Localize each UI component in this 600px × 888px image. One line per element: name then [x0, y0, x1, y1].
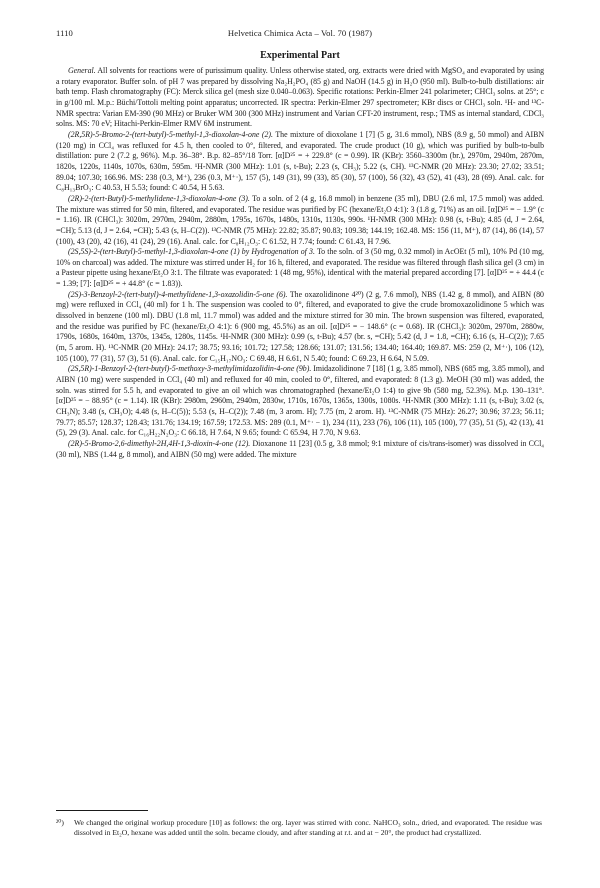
journal-title: Helvetica Chimica Acta – Vol. 70 (1987) — [227, 28, 373, 38]
paragraph-lead: (2S,5S)-2-(tert-Butyl)-5-methyl-1,3-dioxolan-4-one (1) by Hydrogenation of 3. — [68, 247, 315, 257]
paragraph-text: Imidazolidinone 7 [18] (1 g, 3.85 mmol), NBS (685 mg, 3.85 mmol), and AIBN (10 mg) were suspended in CCl₄ (40 ml) and refluxed for 40 min, cooled to 0°, filtered, and evaporated: 8 (1.3 g). MeOH (30 ml) was added, the soln. was stirred for 5.5 h, and evaporated to give an oil which was chromatographed (hexane/Et₂O 1:4) to give 9b (580 mg, 52.3%). M.p. 130–131°. [α]D²⁵ = − 88.95° (c = 1.14). IR (KBr): 2980m, 2960m, 2940m, 2830w, 1710s, 1670s, 1365s, 1300s, 1080s. ¹H-NMR (300 MHz): 1.11 (s, t-Bu); 3.02 (s, CH₃N); 3.48 (s, CH₃O); 4.48 (s, H–C(5)); 5.53 (s, H–C(2)); 7.48 (m, 3 arom. H); 7.75 (m, 2 arom. H). ¹³C-NMR (75 MHz): 26.27; 30.96; 37.23; 56.11; 79.77; 85.57; 128.37; 128.43; 131.76; 134.19; 167.59; 172.53. MS: 289 (0.1, M⁺· − 1), 234 (11), 233 (76), 106 (11), 105 (100), 77 (35), 51 (5), 42 (13), 41 (5), 29 (3). Anal. calc. for C₁₆H₂₂N₂O₃: C 66.18, H 7.64, N 9.65; found: C 65.94, H 7.70, N 9.63. — [56, 364, 544, 438]
section-title: Experimental Part — [260, 50, 340, 61]
paragraph-general — [56, 66, 544, 130]
paragraph-text: All solvents for reactions were of puriss​imum quality. Unless otherwise stated, org. extracts were dried with MgSO₄ and evaporated by using a rotary evaporator. Buffer soln. of pH 7 was prepared by dissolving Na₂H₂PO₄ (85 g) and NaOH (14.5 g) in H₂O (950 ml). Bulb-to-bulb distillations: air bath temp. Flash chromatography (FC): Merck silica gel (mesh size 0.040–0.063). Specific rotations: Perkin-Elmer 241 polarimeter; CHCl₃ solns. at 25°; c in g/100 ml. M.p.: Büchi/Tottoli melting point apparatus; uncorrected. IR spectra: Perkin-Elmer 297 spectrometer; KBr discs or CHCl₃ soln. ¹H- and ¹³C-NMR spectra: Varian EM-390 (90 MHz) or Bruker WM 300 (300 MHz) instrument and Varian CFT-20 instrument, resp.; TMS as internal standard, CDCl₃ solns. MS: 70 eV; Hitachi-Perkin-Elmer RMV 6M instrument. — [56, 66, 544, 129]
footnote-text: We changed the original workup procedure [10] as follows: the org. layer was stirred with conc. NaHCO₃ soln., dried, and evaporated. The residue was dissolved in Et₂O, hexane was added until the soln. became cloudy, and after standing at r.t. and at − 20°, the product had crystallized. — [74, 818, 542, 838]
paragraph-compound-3 — [56, 194, 544, 247]
paragraph-text: To the soln. of 3 (50 mg, 0.32 mmol) in AcOEt (5 ml), 10% Pd (10 mg, 10% on charcoal) was added. The mixture was stirred under H₂ for 16 h, filtered, and evaporated. The residue was filtered through flash silica gel (3 cm) in a Pasteur pipette using hexane/Et₂O 3:1. The filtrate was evaporated: 1 (48 mg, 95%), identical with the material prepared according [7]. [α]D²⁵ = + 44.4 (c = 1.39; [7]: [α]D²⁵ = + 44.8° (c = 1.83)). — [56, 247, 544, 289]
footnote-number: ²⁰) — [56, 818, 64, 827]
paragraph-compound-1 — [56, 247, 544, 290]
page-number: 1110 — [56, 28, 73, 38]
paragraph-text: Dioxanone 11 [23] (0.5 g, 3.8 mmol; 9:1 mixture of cis/trans-isomer) was dissolved in CCl₄ (30 ml), NBS (1.44 g, 8 mmol), and AIBN (50 mg) were added. The mixture — [56, 438, 544, 459]
footnote — [56, 818, 544, 839]
paragraph-text: The mixture of dioxolane 1 [7] (5 g, 31.6 mmol), NBS (8.9 g, 50 mmol) and AIBN (120 mg) in CCl₄ was refluxed for 4.5 h, then cooled to 0°, filtered, and evaporated. The crude product (10 g), which was purified by bulb-to-bulb distillation: pure 2 (7.2 g, 96%). M.p. 36–38°. B.p. 82–85°/18 Torr. [α]D²⁵ = + 229.8° (c = 0.99). IR (KBr): 3560–3300m (br.), 2970m, 2940m, 2870m, 1820s, 1220s, 1140s, 1070s, 630m, 595m. ¹H-NMR (300 MHz): 1.01 (s, t-Bu); 2.23 (s, CH₃); 5.22 (s, CH). ¹³C-NMR (20 MHz): 23.30; 27.02; 33.51; 89.04; 107.30; 166.96. MS: 238 (0.3, M⁺), 236 (0.3, M⁺·), 157 (5), 149 (31), 99 (33), 85 (30), 57 (100), 56 (32), 43 (52), 41 (43), 28 (69). Anal. calc. for C₈H₁₃BrO₃: C 40.53, H 5.53; found: C 40.54, H 5.63. — [56, 129, 544, 193]
paragraph-lead: General. — [68, 66, 96, 75]
paragraph-compound-6 — [56, 290, 544, 365]
footnote-divider — [56, 810, 148, 811]
paragraph-compound-2 — [56, 130, 544, 194]
paragraph-lead: (2S,5R)-1-Benzoyl-2-(tert-butyl)-5-methoxy-3-methylimidazolidin-4-one (9b). — [68, 364, 312, 374]
paragraph-text: The oxazolidinone 4²⁰) (2 g, 7.6 mmol), NBS (1.42 g, 8 mmol), and AIBN (80 mg) were refluxed in CCl₄ (40 ml) for 1 h. The suspension was cooled to 0°, filtered, and evaporated to give the crude bromoxazolidinone 5 which was dissolved in benzene (100 ml). DBU (1.8 ml, 11.7 mmol) was added and the mixture stirred for 30 min. The brown suspension was filtered, evaporated, and the residue was purified by FC (hexane/Et₂O 4:1): 6 (900 mg, 45.5%) as an oil. [α]D²⁵ = − 148.6° (c = 0.68). IR (CHCl₃): 3020m, 2970m, 2880w, 1790s, 1680s, 1640m, 1370s, 1345s, 1280s, 1145s. ¹H-NMR (300 MHz): 0.99 (s, t-Bu); 4.57 (br. s, =CH); 5.42 (d, J = 1.8, =CH); 6.16 (s, H–C(2)); 7.65 (m, 5 arom. H). ¹³C-NMR (20 MHz): 24.17; 38.75; 93.16; 101.72; 127.58; 128.66; 131.07; 131.56; 134.40; 164.40; 169.87. MS: 259 (2, M⁺·), 106 (12), 105 (100), 77 (31), 57 (3), 51 (6). Anal. calc. for C₁₅H₁₇NO₃: C 69.48, H 6.61, N 5.40; found: C 69.23, H 6.64, N 5.09. — [56, 289, 544, 363]
paragraph-lead: (2R)-2-(tert-Butyl)-5-methylidene-1,3-dioxolan-4-one (3). — [68, 193, 250, 203]
paragraph-lead: (2S)-3-Benzoyl-2-(tert-butyl)-4-methylidene-1,3-oxazolidin-5-one (6). — [68, 289, 288, 299]
paragraph-compound-9b — [56, 364, 544, 439]
paragraph-lead: (2R)-5-Bromo-2,6-dimethyl-2H,4H-1,3-dioxin-4-one (12). — [68, 438, 251, 448]
paragraph-lead: (2R,5R)-5-Bromo-2-(tert-butyl)-5-methyl-1,3-dioxolan-4-one (2). — [68, 129, 273, 139]
paragraph-compound-12 — [56, 439, 544, 460]
paragraph-text: To a soln. of 2 (4 g, 16.8 mmol) in benzene (35 ml), DBU (2.6 ml, 17.5 mmol) was added. The mixture was stirred for 50 min, filtered, and evaporated. The residue was purified by FC (hexane/Et₂O 4:1): 3 (1.8 g, 71%) as an oil. [α]D²⁵ = − 1.9° (c = 1.16). IR (CHCl₃): 3020m, 2970m, 2940m, 2880m, 1795s, 1670s, 1480s, 1310s, 1130s, 990s. ¹H-NMR (300 MHz): 0.98 (s, t-Bu); 4.85 (d, J = 2.64, =CH); 5.13 (d, J = 2.64, =CH); 5.43 (s, H–C(2)). ¹³C-NMR (75 MHz): 22.82; 35.87; 90.83; 109.38; 144.19; 162.48. MS: 156 (11, M⁺), 87 (14), 86 (14), 57 (100), 43 (20), 42 (16), 41 (24), 29 (16). Anal. calc. for C₈H₁₂O₃: C 61.52, H 7.74; found: C 61.43, H 7.96. — [56, 193, 545, 246]
experimental-body — [56, 66, 544, 460]
